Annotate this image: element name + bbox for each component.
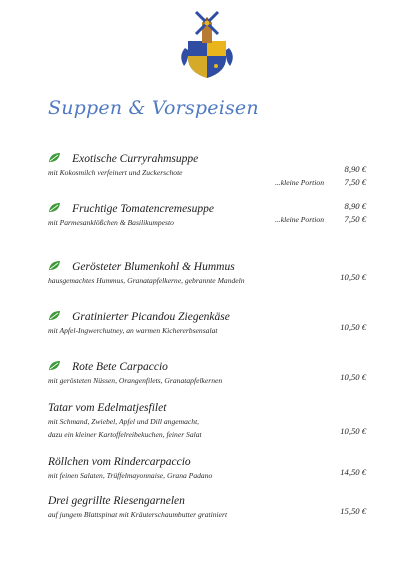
item-price: 8,90 € bbox=[344, 164, 366, 174]
small-portion-label: ...kleine Portion bbox=[275, 215, 324, 224]
menu-item bbox=[48, 258, 366, 284]
item-description: mit Parmesanklößchen & Basilikumpesto bbox=[48, 218, 174, 227]
item-price: 10,50 € bbox=[340, 372, 366, 382]
leaf-icon bbox=[48, 360, 61, 371]
item-description: hausgemachtes Hummus, Granatapfelkerne, gebrannte Mandeln bbox=[48, 276, 245, 285]
item-name: Gerösteter Blumenkohl & Hummus bbox=[72, 261, 235, 273]
item-name: Röllchen vom Rindercarpaccio bbox=[48, 456, 191, 468]
menu-item bbox=[48, 399, 366, 438]
item-name: Rote Bete Carpaccio bbox=[72, 361, 168, 373]
leaf-icon bbox=[48, 260, 61, 271]
section-title: Suppen & Vorspeisen bbox=[48, 97, 259, 119]
item-price: 10,50 € bbox=[340, 426, 366, 436]
item-name: Exotische Curryrahmsuppe bbox=[72, 153, 199, 165]
menu-item bbox=[48, 358, 366, 384]
leaf-icon bbox=[48, 152, 61, 163]
menu-item bbox=[48, 150, 366, 189]
item-description-line-2: dazu ein kleiner Kartoffelreibekuchen, feiner Salat bbox=[48, 430, 202, 439]
item-price: 8,90 € bbox=[344, 201, 366, 211]
menu-item bbox=[48, 453, 366, 479]
small-portion-price: 7,50 € bbox=[344, 177, 366, 187]
leaf-icon bbox=[48, 202, 61, 213]
item-description: mit gerösteten Nüssen, Orangenfilets, Granatapfelkernen bbox=[48, 376, 223, 385]
small-portion-label: ...kleine Portion bbox=[275, 178, 324, 187]
item-description: mit Kokosmilch verfeinert und Zuckerschote bbox=[48, 168, 183, 177]
item-description: mit Schmand, Zwiebel, Apfel und Dill angemacht, bbox=[48, 417, 200, 426]
item-name: Drei gegrillte Riesengarnelen bbox=[48, 495, 185, 507]
leaf-icon bbox=[48, 310, 61, 321]
item-description: auf jungem Blattspinat mit Kräuterschaumbutter gratiniert bbox=[48, 510, 228, 519]
item-price: 10,50 € bbox=[340, 272, 366, 282]
small-portion-price: 7,50 € bbox=[344, 214, 366, 224]
item-name: Fruchtige Tomatencremesuppe bbox=[72, 203, 215, 215]
crest-logo bbox=[176, 8, 238, 80]
item-price: 14,50 € bbox=[340, 467, 366, 477]
menu-item bbox=[48, 308, 366, 334]
menu-item bbox=[48, 200, 366, 226]
item-price: 15,50 € bbox=[340, 506, 366, 516]
item-name: Tatar vom Edelmatjesfilet bbox=[48, 402, 167, 414]
menu-item bbox=[48, 492, 366, 518]
item-price: 10,50 € bbox=[340, 322, 366, 332]
item-description: mit Apfel-Ingwerchutney, an warmen Kichererbsensalat bbox=[48, 326, 218, 335]
item-name: Gratinierter Picandou Ziegenkäse bbox=[72, 311, 230, 323]
item-description: mit feinen Salaten, Trüffelmayonnaise, Grana Padano bbox=[48, 471, 213, 480]
